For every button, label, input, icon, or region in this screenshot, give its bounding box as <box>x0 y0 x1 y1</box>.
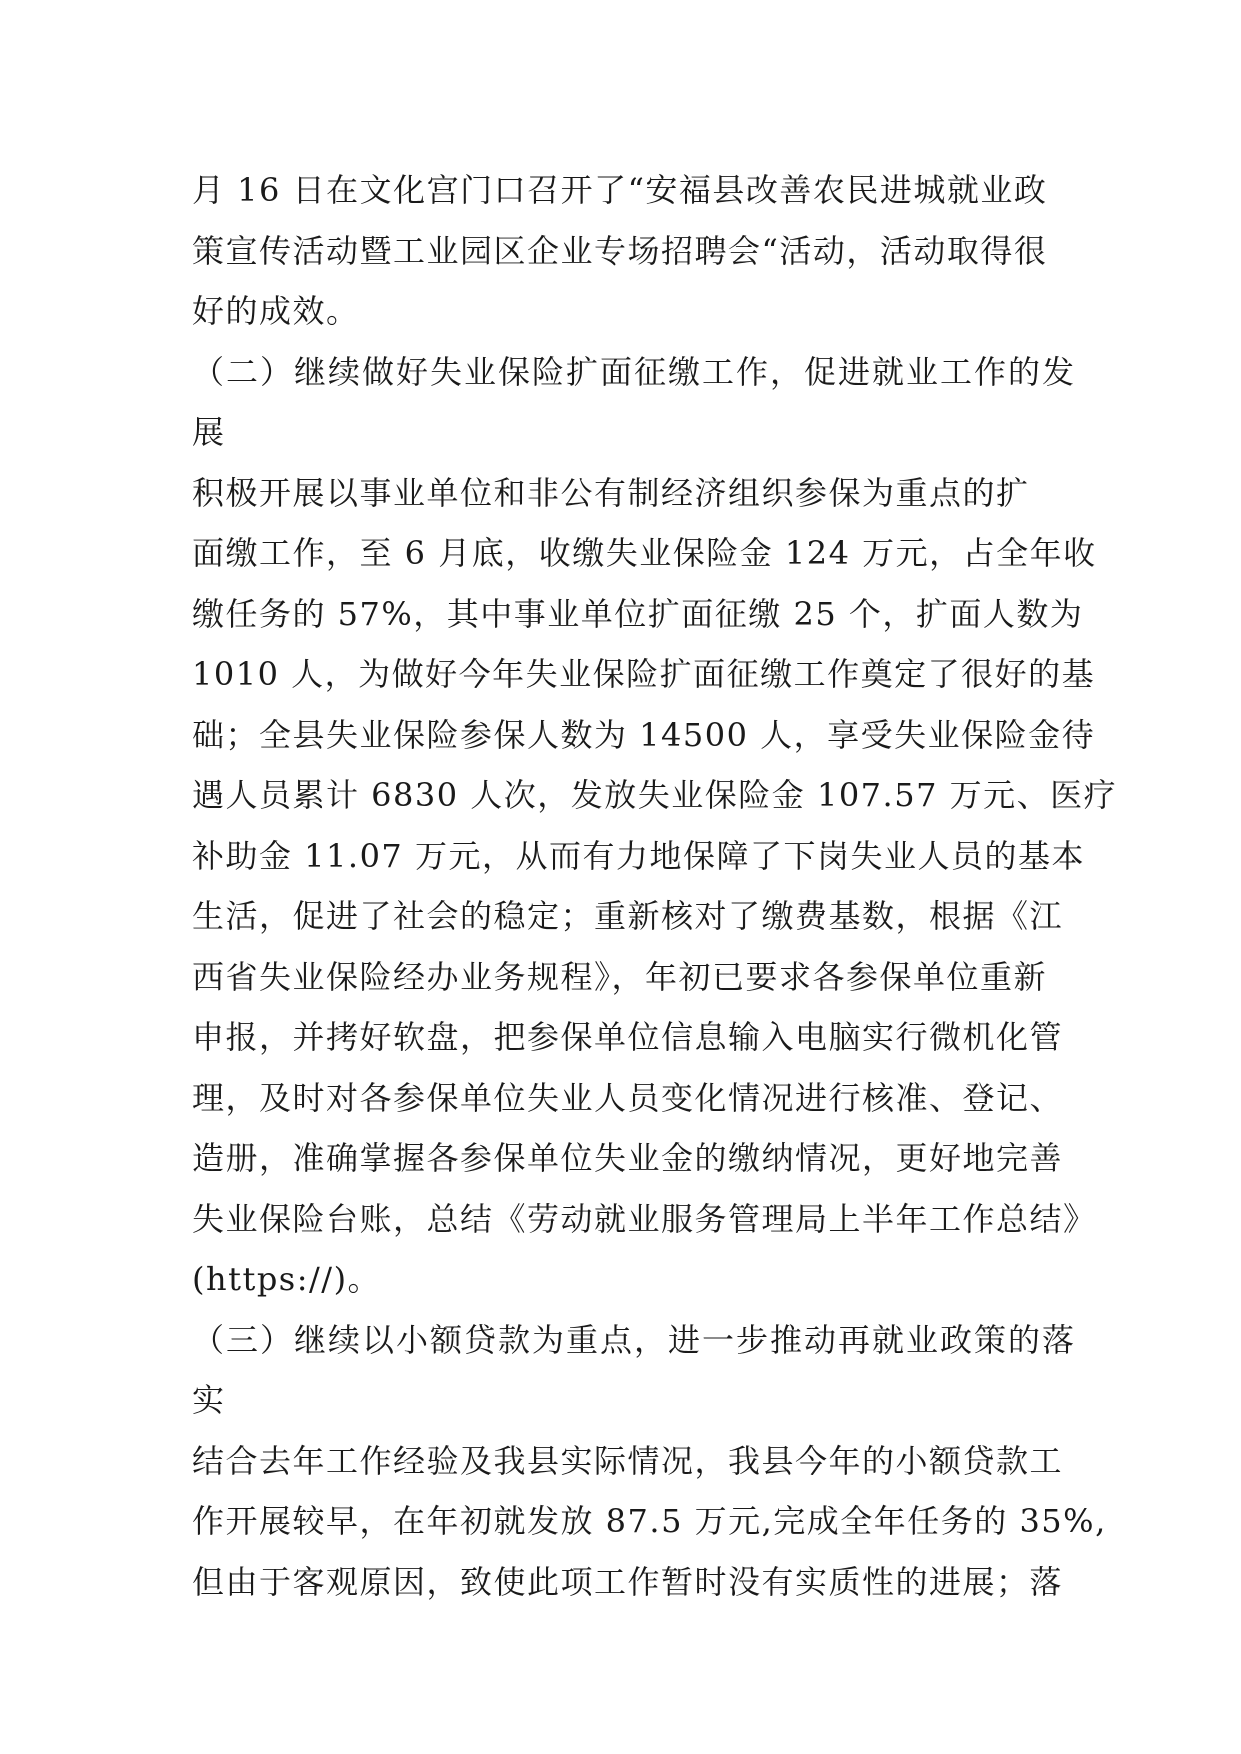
paragraph-line: 策宣传活动暨工业园区企业专场招聘会“活动，活动取得很 <box>192 231 1048 270</box>
paragraph-line: 好的成效。 <box>192 292 360 330</box>
paragraph-line: 失业保险台账，总结《劳动就业服务管理局上半年工作总结》 <box>192 1199 1097 1238</box>
paragraph-line: 造册，准确掌握各参保单位失业金的缴纳情况，更好地完善 <box>192 1139 1064 1177</box>
paragraph-line: 结合去年工作经验及我县实际情况，我县今年的小额贷款工 <box>192 1441 1064 1480</box>
paragraph-line: 理，及时对各参保单位失业人员变化情况进行核准、登记、 <box>192 1078 1064 1117</box>
paragraph-line: (https://)。 <box>192 1260 382 1298</box>
paragraph-line: 积极开展以事业单位和非公有制经济组织参保为重点的扩 <box>192 473 1030 512</box>
section-heading-3-cont: 实 <box>192 1381 227 1419</box>
section-heading-2-cont: 展 <box>192 413 227 451</box>
paragraph-line: 作开展较早，在年初就发放 87.5 万元,完成全年任务的 35%, <box>192 1502 1107 1540</box>
paragraph-line: 申报，并拷好软盘，把参保单位信息输入电脑实行微机化管 <box>192 1018 1064 1056</box>
paragraph-line: 但由于客观原因，致使此项工作暂时没有实质性的进展；落 <box>192 1562 1064 1601</box>
paragraph-line: 面缴工作，至 6 月底，收缴失业保险金 124 万元，占全年收 <box>192 534 1097 572</box>
paragraph-line: 础；全县失业保险参保人数为 14500 人，享受失业保险金待 <box>192 715 1096 754</box>
section-heading-2: （二）继续做好失业保险扩面征缴工作，促进就业工作的发 <box>192 352 1077 391</box>
section-heading-3: （三）继续以小额贷款为重点，进一步推动再就业政策的落 <box>192 1320 1077 1359</box>
document-body <box>192 160 1118 1612</box>
paragraph-line: 遇人员累计 6830 人次，发放失业保险金 107.57 万元、医疗 <box>192 776 1118 814</box>
paragraph-line: 生活，促进了社会的稳定；重新核对了缴费基数，根据《江 <box>192 897 1064 935</box>
paragraph-line: 缴任务的 57%，其中事业单位扩面征缴 25 个，扩面人数为 <box>192 594 1084 633</box>
paragraph-line: 1010 人，为做好今年失业保险扩面征缴工作奠定了很好的基 <box>192 655 1096 693</box>
paragraph-line: 补助金 11.07 万元，从而有力地保障了下岗失业人员的基本 <box>192 836 1085 875</box>
paragraph-line: 西省失业保险经办业务规程》，年初已要求各参保单位重新 <box>192 957 1048 996</box>
paragraph-line: 月 16 日在文化宫门口召开了“安福县改善农民进城就业政 <box>192 171 1048 209</box>
